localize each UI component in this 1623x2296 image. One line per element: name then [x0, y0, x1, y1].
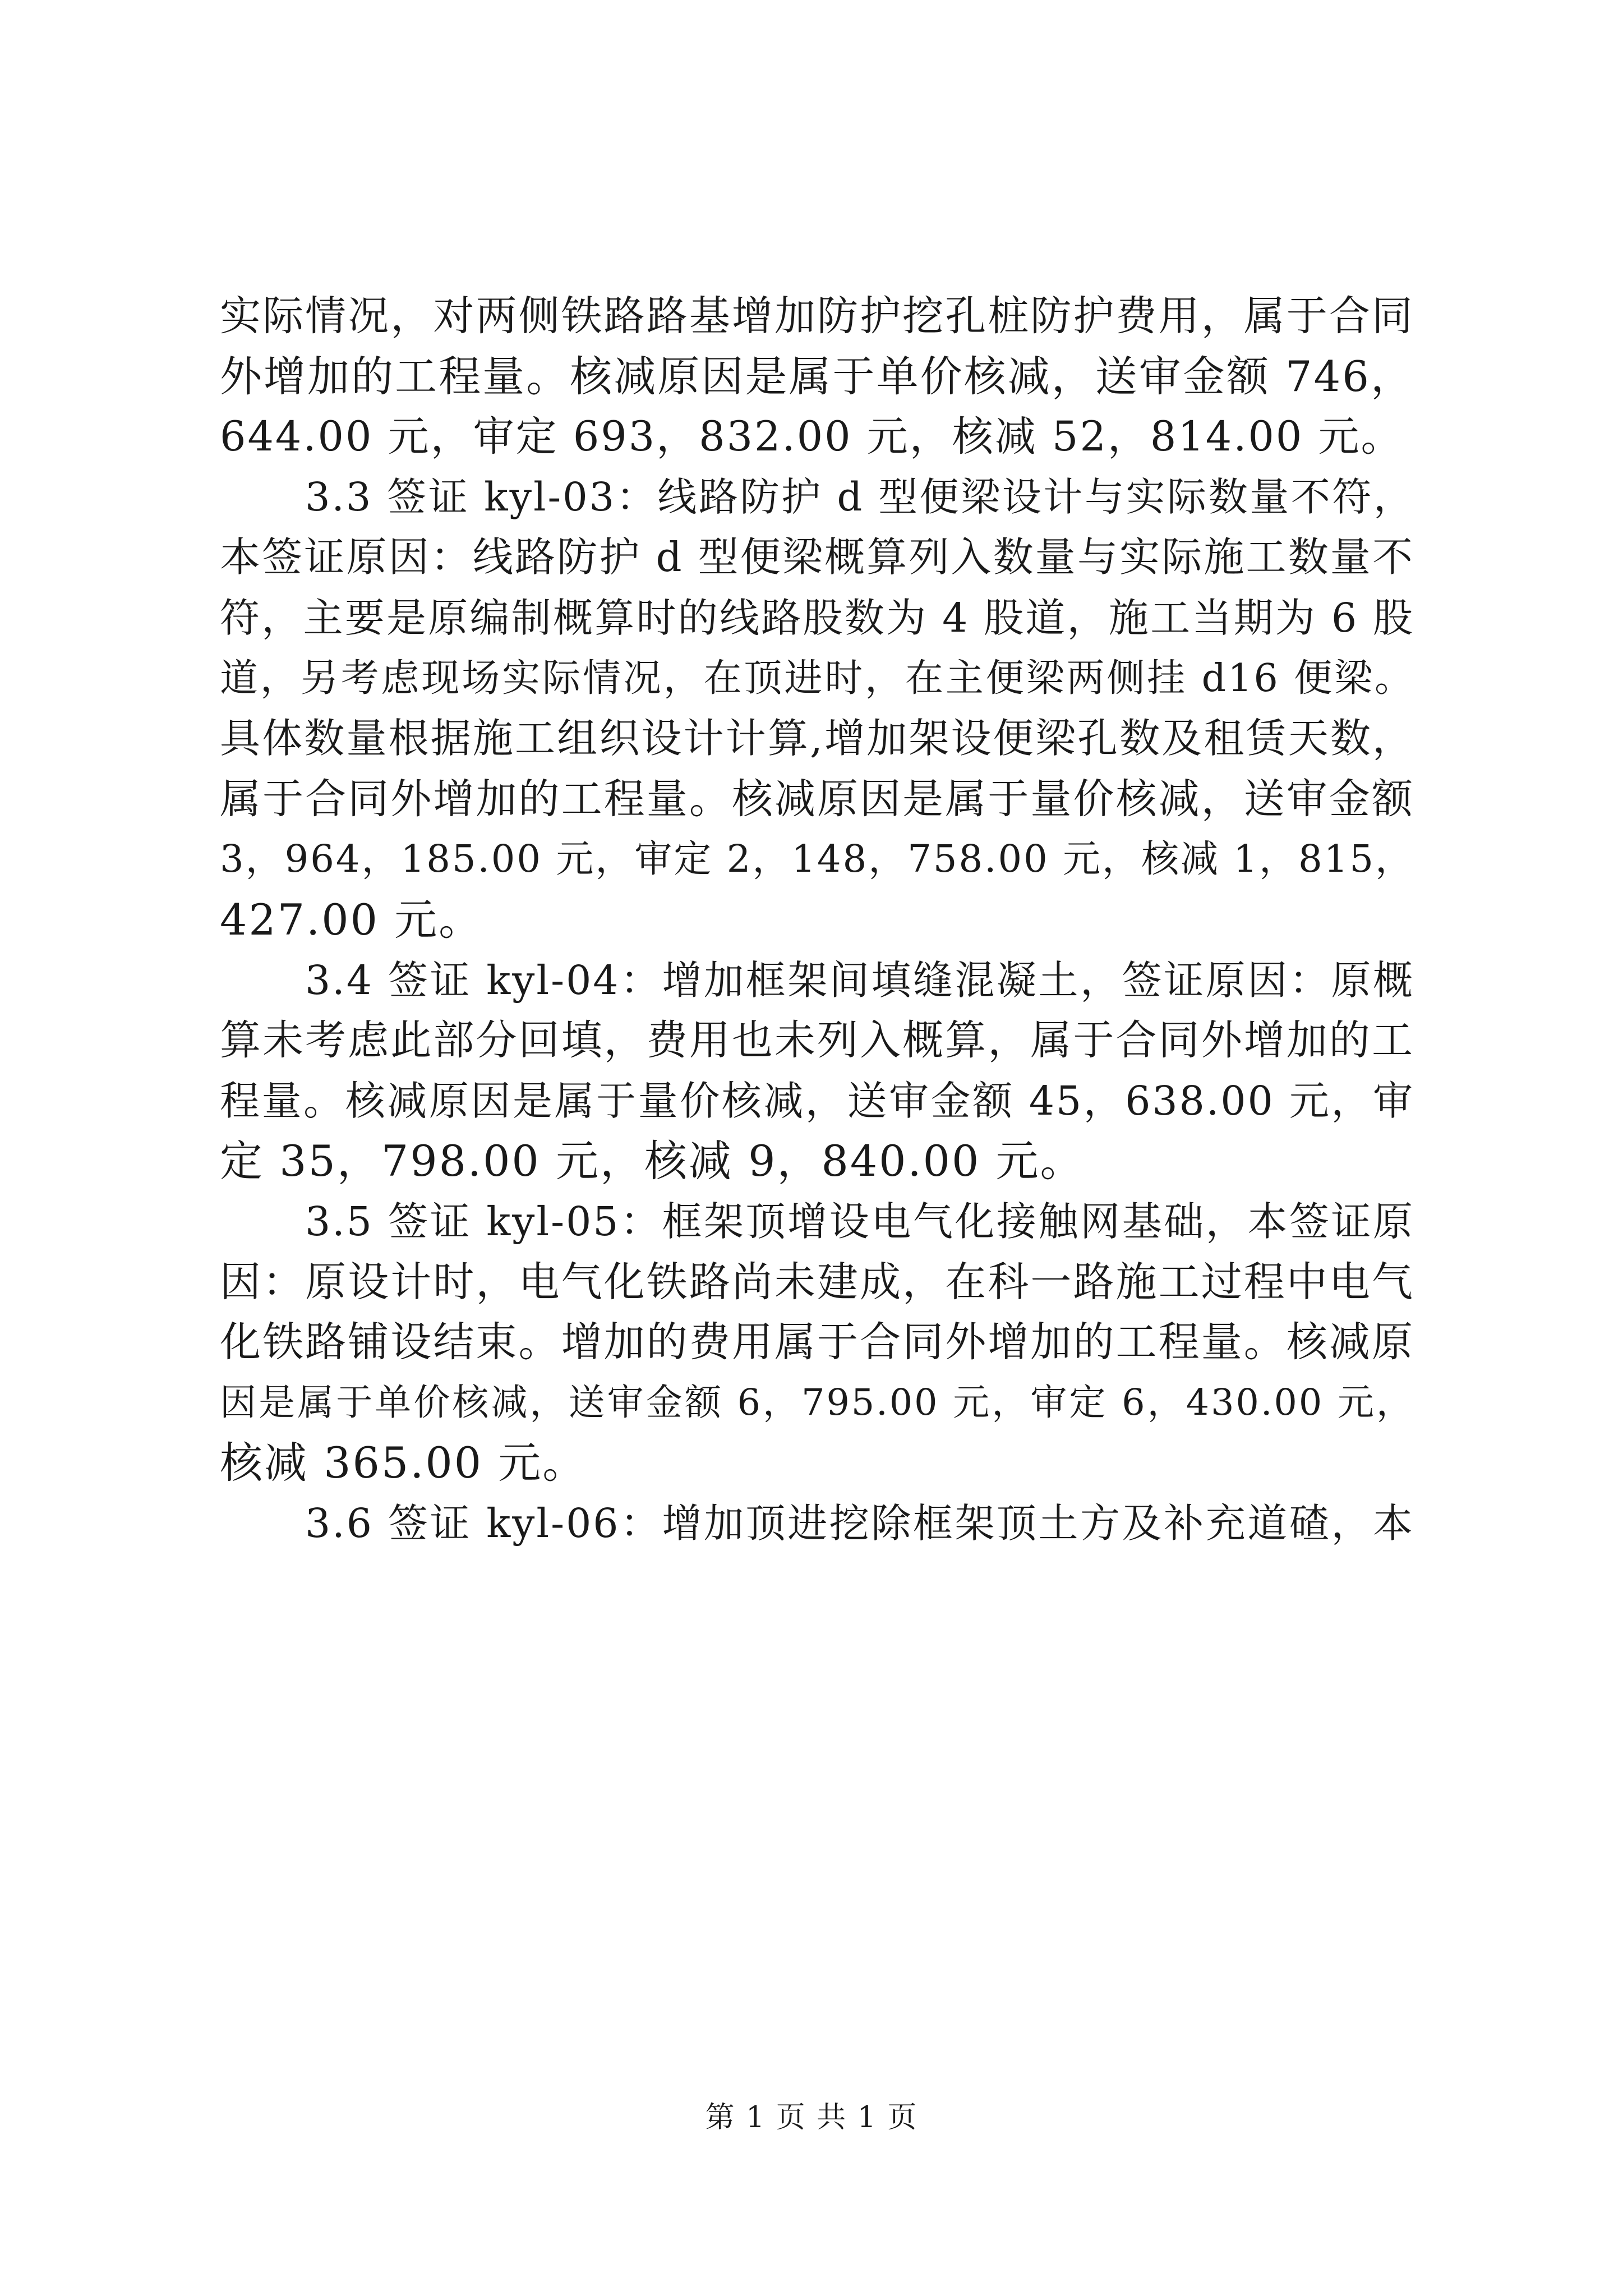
text-line: 核减 365.00 元。: [220, 1438, 587, 1488]
text-line: 化铁路铺设结束。增加的费用属于合同外增加的工程量。核减原: [220, 1318, 1414, 1366]
text-line: 属于合同外增加的工程量。核减原因是属于量价核减，送审金额: [220, 775, 1414, 823]
body-text: [220, 286, 1414, 1553]
text-line: 定 35，798.00 元，核减 9，840.00 元。: [220, 1136, 1085, 1186]
text-line: 427.00 元。: [220, 894, 483, 945]
text-line: 3.3 签证 kyl-03：线路防护 d 型便梁设计与实际数量不符，: [305, 473, 1414, 520]
text-line: 道，另考虑现场实际情况，在顶进时，在主便梁两侧挂 d16 便梁。: [220, 656, 1414, 701]
text-line: 因是属于单价核减，送审金额 6，795.00 元，审定 6，430.00 元，: [220, 1381, 1414, 1424]
text-line: 3.4 签证 kyl-04：增加框架间填缝混凝土，签证原因：原概: [305, 956, 1414, 1004]
text-line: 3.5 签证 kyl-05：框架顶增设电气化接触网基础，本签证原: [305, 1198, 1414, 1245]
text-line: 外增加的工程量。核减原因是属于单价核减，送审金额 746，: [220, 351, 1414, 401]
text-line: 因：原设计时，电气化铁路尚未建成，在科一路施工过程中电气: [220, 1258, 1414, 1306]
text-line: 本签证原因：线路防护 d 型便梁概算列入数量与实际施工数量不: [220, 533, 1414, 581]
text-line: 3.6 签证 kyl-06：增加顶进挖除框架顶土方及补充道碴，本: [305, 1499, 1414, 1547]
text-line: 算未考虑此部分回填，费用也未列入概算，属于合同外增加的工: [220, 1016, 1414, 1065]
text-line: 实际情况，对两侧铁路路基增加防护挖孔桩防护费用，属于合同: [220, 292, 1414, 340]
text-line: 符，主要是原编制概算时的线路股数为 4 股道，施工当期为 6 股: [220, 594, 1414, 641]
text-line: 程量。核减原因是属于量价核减，送审金额 45，638.00 元，审: [220, 1077, 1414, 1124]
text-line: 具体数量根据施工组织设计计算,增加架设便梁孔数及租赁天数，: [220, 715, 1414, 762]
page-footer: 第 1 页 共 1 页: [705, 2101, 918, 2134]
text-line: 3，964，185.00 元，审定 2，148，758.00 元，核减 1，815，: [220, 837, 1414, 881]
text-line: 644.00 元，审定 693，832.00 元，核减 52，814.00 元。: [220, 413, 1404, 461]
